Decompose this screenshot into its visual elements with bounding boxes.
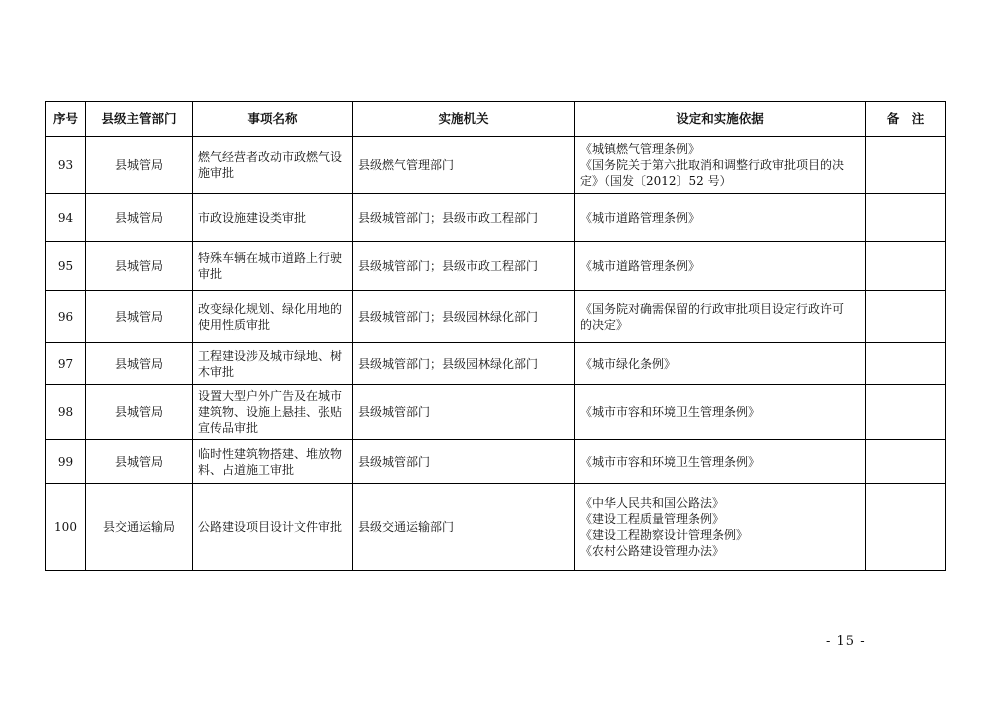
cell-agency: 县级交通运输部门 xyxy=(353,484,575,571)
cell-serial-number: 97 xyxy=(46,343,86,385)
cell-legal-basis xyxy=(575,194,866,242)
cell-department: 县城管局 xyxy=(86,385,193,440)
cell-remark xyxy=(866,137,946,194)
basis-line: 《城市市容和环境卫生管理条例》 xyxy=(580,454,761,469)
table-row xyxy=(46,385,946,440)
cell-remark xyxy=(866,291,946,343)
table-row xyxy=(46,440,946,484)
header-implementing-agency: 实施机关 xyxy=(353,102,575,137)
basis-line: 《国务院关于第六批取消和调整行政审批项目的决 xyxy=(580,158,845,172)
cell-serial-number: 99 xyxy=(46,440,86,484)
basis-line: 的决定》 xyxy=(580,317,629,332)
cell-item-name: 工程建设涉及城市绿地、树木审批 xyxy=(193,343,353,385)
table-header-row xyxy=(46,102,946,137)
cell-item-name: 设置大型户外广告及在城市建筑物、设施上悬挂、张贴宣传品审批 xyxy=(193,385,353,440)
cell-legal-basis xyxy=(575,291,866,343)
cell-item-name: 燃气经营者改动市政燃气设施审批 xyxy=(193,137,353,194)
cell-serial-number: 98 xyxy=(46,385,86,440)
approval-items-table xyxy=(45,101,946,571)
cell-remark xyxy=(866,194,946,242)
cell-agency: 县级城管部门；县级园林绿化部门 xyxy=(353,291,575,343)
header-county-department: 县级主管部门 xyxy=(86,102,193,137)
cell-item-name: 公路建设项目设计文件审批 xyxy=(193,484,353,571)
table-row xyxy=(46,242,946,291)
basis-line: 《建设工程勘察设计管理条例》 xyxy=(580,528,749,542)
cell-agency: 县级城管部门 xyxy=(353,385,575,440)
basis-line: 《农村公路建设管理办法》 xyxy=(580,544,725,558)
cell-item-name: 改变绿化规划、绿化用地的使用性质审批 xyxy=(193,291,353,343)
cell-department: 县城管局 xyxy=(86,194,193,242)
cell-agency: 县级城管部门；县级市政工程部门 xyxy=(353,242,575,291)
basis-line: 《城市市容和环境卫生管理条例》 xyxy=(580,405,761,419)
table-row xyxy=(46,343,946,385)
table-row xyxy=(46,194,946,242)
cell-serial-number: 100 xyxy=(46,484,86,571)
header-item-name: 事项名称 xyxy=(193,102,353,137)
cell-legal-basis xyxy=(575,242,866,291)
cell-department: 县城管局 xyxy=(86,242,193,291)
cell-remark xyxy=(866,385,946,440)
cell-legal-basis xyxy=(575,385,866,440)
cell-remark xyxy=(866,343,946,385)
header-legal-basis: 设定和实施依据 xyxy=(575,102,866,137)
cell-serial-number: 96 xyxy=(46,291,86,343)
cell-remark xyxy=(866,440,946,484)
cell-agency: 县级城管部门；县级园林绿化部门 xyxy=(353,343,575,385)
cell-department: 县城管局 xyxy=(86,440,193,484)
cell-legal-basis xyxy=(575,440,866,484)
cell-item-name: 临时性建筑物搭建、堆放物料、占道施工审批 xyxy=(193,440,353,484)
table-row xyxy=(46,291,946,343)
cell-remark xyxy=(866,242,946,291)
cell-agency: 县级城管部门；县级市政工程部门 xyxy=(353,194,575,242)
header-serial-number: 序号 xyxy=(46,102,86,137)
basis-line: 《城市道路管理条例》 xyxy=(580,210,701,225)
basis-line: 《建设工程质量管理条例》 xyxy=(580,512,725,526)
cell-serial-number: 95 xyxy=(46,242,86,291)
cell-department: 县城管局 xyxy=(86,137,193,194)
cell-agency: 县级城管部门 xyxy=(353,440,575,484)
cell-agency: 县级燃气管理部门 xyxy=(353,137,575,194)
cell-serial-number: 94 xyxy=(46,194,86,242)
table-row xyxy=(46,137,946,194)
basis-line: 《城市绿化条例》 xyxy=(580,356,677,371)
cell-department: 县城管局 xyxy=(86,343,193,385)
cell-legal-basis xyxy=(575,484,866,571)
cell-item-name: 市政设施建设类审批 xyxy=(193,194,353,242)
basis-line: 《中华人民共和国公路法》 xyxy=(580,496,725,510)
cell-legal-basis xyxy=(575,137,866,194)
cell-department: 县城管局 xyxy=(86,291,193,343)
basis-line: 《国务院对确需保留的行政审批项目设定行政许可 xyxy=(580,301,845,316)
basis-line: 《城镇燃气管理条例》 xyxy=(580,142,701,156)
basis-line: 定》（国发〔2012〕52 号） xyxy=(580,174,732,188)
cell-remark xyxy=(866,484,946,571)
cell-legal-basis xyxy=(575,343,866,385)
basis-line: 《城市道路管理条例》 xyxy=(580,259,701,273)
cell-department: 县交通运输局 xyxy=(86,484,193,571)
header-remarks: 备 注 xyxy=(866,102,946,137)
cell-item-name: 特殊车辆在城市道路上行驶审批 xyxy=(193,242,353,291)
page-number: - 15 - xyxy=(826,634,866,649)
table-row xyxy=(46,484,946,571)
cell-serial-number: 93 xyxy=(46,137,86,194)
